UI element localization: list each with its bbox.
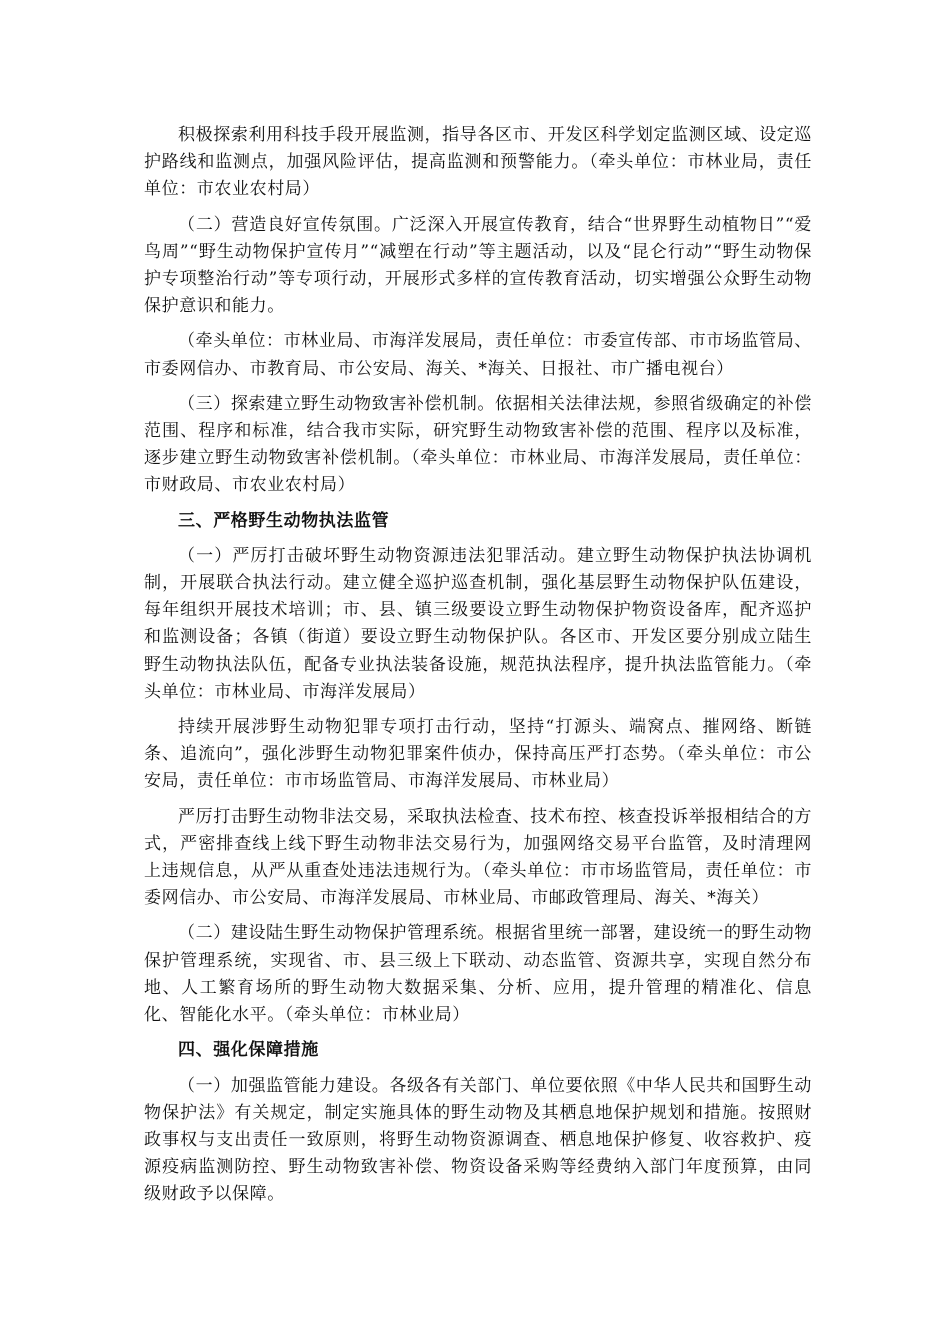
section-heading-4: 四、强化保障措施 — [178, 1040, 319, 1061]
paragraph-publicity-units: （牵头单位：市林业局、市海洋发展局，责任单位：市委宣传部、市市场监管局、市委网信办、市教育局、市公安局、海关、*海关、日报社、市广播电视台） — [144, 331, 812, 379]
section-heading-3: 三、严格野生动物执法监管 — [178, 510, 390, 531]
paragraph-capacity: （一）加强监管能力建设。各级各有关部门、单位要依照《中华人民共和国野生动物保护法》有关规定，制定实施具体的野生动物及其栖息地保护规划和措施。按照财政事权与支出责任一致原则，将野生动物资源调查、栖息地保护修复、收容救护、疫源疫病监测防控、野生动物致害补偿、物资设备采购等经费纳入部门年度预算，由同级财政予以保障。 — [144, 1075, 812, 1205]
paragraph-management-system: （二）建设陆生野生动物保护管理系统。根据省里统一部署，建设统一的野生动物保护管理系统，实现省、市、县三级上下联动、动态监管、资源共享，实现自然分布地、人工繁育场所的野生动物大数据采集、分析、应用，提升管理的精准化、信息化、智能化水平。（牵头单位：市林业局） — [144, 923, 812, 1026]
paragraph-crackdown: （一）严厉打击破坏野生动物资源违法犯罪活动。建立野生动物保护执法协调机制，开展联合执法行动。建立健全巡护巡查机制，强化基层野生动物保护队伍建设，每年组织开展技术培训；市、县、镇三级要设立野生动物保护物资设备库，配齐巡护和监测设备；各镇（街道）要设立野生动物保护队。各区市、开发区要分别成立陆生野生动物执法队伍，配备专业执法装备设施，规范执法程序，提升执法监管能力。（牵头单位：市林业局、市海洋发展局） — [144, 545, 812, 702]
paragraph-monitoring: 积极探索利用科技手段开展监测，指导各区市、开发区科学划定监测区域、设定巡护路线和监测点，加强风险评估，提高监测和预警能力。（牵头单位：市林业局，责任单位：市农业农村局） — [144, 125, 812, 200]
paragraph-illegal-trade: 严厉打击野生动物非法交易，采取执法检查、技术布控、核查投诉举报相结合的方式，严密排查线上线下野生动物非法交易行为，加强网络交易平台监管，及时清理网上违规信息，从严从重查处违法违规行为。（牵头单位：市市场监管局，责任单位：市委网信办、市公安局、市海洋发展局、市林业局、市邮政管理局、海关、*海关） — [144, 806, 812, 909]
paragraph-compensation: （三）探索建立野生动物致害补偿机制。依据相关法律法规，参照省级确定的补偿范围、程序和标准，结合我市实际，研究野生动物致害补偿的范围、程序以及标准，逐步建立野生动物致害补偿机制。（牵头单位：市林业局、市海洋发展局，责任单位：市财政局、市农业农村局） — [144, 393, 812, 496]
paragraph-special-action: 持续开展涉野生动物犯罪专项打击行动，坚持“打源头、端窝点、摧网络、断链条、追流向”，强化涉野生动物犯罪案件侦办，保持高压严打态势。（牵头单位：市公安局，责任单位：市市场监管局、市海洋发展局、市林业局） — [144, 717, 812, 792]
paragraph-publicity: （二）营造良好宣传氛围。广泛深入开展宣传教育，结合“世界野生动植物日”“爱鸟周”“野生动物保护宣传月”“减塑在行动”等主题活动，以及“昆仑行动”“野生动物保护专项整治行动”等专项行动，开展形式多样的宣传教育活动，切实增强公众野生动物保护意识和能力。 — [144, 214, 812, 317]
document-page — [144, 122, 812, 1217]
